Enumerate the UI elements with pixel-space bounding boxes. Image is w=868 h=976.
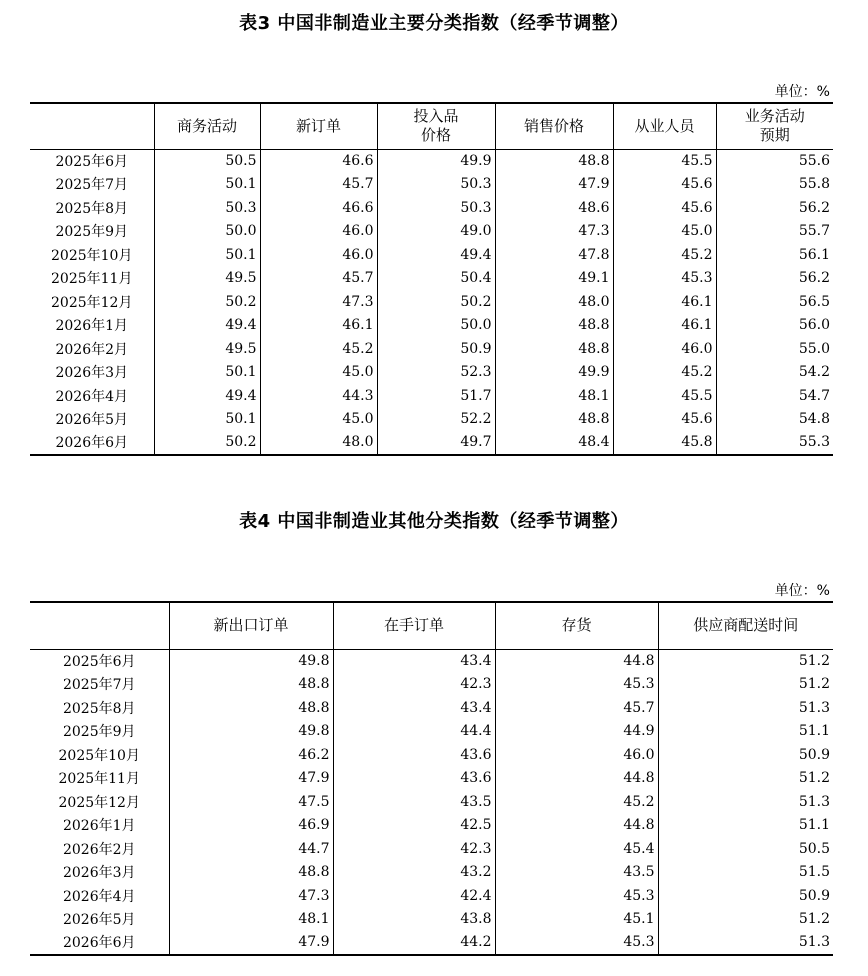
- table4-value-cell: 48.8: [169, 861, 333, 885]
- table4-header-row: [30, 602, 833, 649]
- table3-header-row: [30, 103, 833, 149]
- table3-value-cell: 45.5: [613, 384, 716, 408]
- table4: [30, 601, 833, 956]
- table3-value-cell: 45.2: [613, 243, 716, 267]
- table3-title: 表3 中国非制造业主要分类指数（经季节调整）: [239, 13, 629, 34]
- table3-month-cell: 2025年9月: [55, 224, 129, 241]
- table3-value-cell: 49.4: [154, 314, 260, 338]
- table3-row: [30, 314, 833, 338]
- table3-unit-label: 单位：%: [774, 84, 830, 100]
- table3-value-cell: 49.4: [377, 243, 495, 267]
- table4-value-cell: 45.3: [495, 884, 658, 908]
- table4-row: [30, 673, 833, 697]
- table4-value-cell: 45.1: [495, 908, 658, 932]
- table3-value-cell: 49.0: [377, 220, 495, 244]
- table3-value-cell: 48.8: [495, 149, 613, 173]
- table3-value-cell: 49.9: [377, 149, 495, 173]
- table4-value-cell: 50.5: [658, 837, 833, 861]
- table4-month-cell: 2026年3月: [62, 865, 136, 882]
- table3-value-cell: 55.3: [716, 431, 833, 455]
- table4-value-cell: 51.2: [658, 649, 833, 673]
- table4-value-cell: 44.8: [495, 649, 658, 673]
- table3-value-cell: 46.0: [260, 220, 377, 244]
- table4-row: [30, 767, 833, 791]
- table4-month-cell: 2025年6月: [62, 654, 136, 670]
- table4-value-cell: 51.3: [658, 931, 833, 955]
- table3-value-cell: 49.1: [495, 267, 613, 291]
- table4-value-cell: 42.3: [333, 673, 495, 697]
- table3-month-cell: 2026年5月: [55, 412, 129, 429]
- table3-value-cell: 48.8: [495, 337, 613, 361]
- table4-value-cell: 51.1: [658, 814, 833, 838]
- table3-value-cell: 54.2: [716, 361, 833, 385]
- table4-value-cell: 45.3: [495, 673, 658, 697]
- table4-value-cell: 45.7: [495, 696, 658, 720]
- table4-row: [30, 649, 833, 673]
- table4-value-cell: 49.8: [169, 720, 333, 744]
- table4-row: [30, 743, 833, 767]
- table3-header-cell: 业务活动 预期: [716, 103, 833, 149]
- table3-value-cell: 45.3: [613, 267, 716, 291]
- table3-header-cell: 新订单: [260, 103, 377, 149]
- table4-header-cell: 在手订单: [333, 602, 495, 649]
- table4-value-cell: 44.2: [333, 931, 495, 955]
- table3-value-cell: 50.0: [154, 220, 260, 244]
- table3-month-cell: 2025年7月: [55, 177, 129, 194]
- table3-value-cell: 55.8: [716, 173, 833, 197]
- table4-row: [30, 790, 833, 814]
- table3-value-cell: 45.7: [260, 267, 377, 291]
- table3-value-cell: 47.3: [495, 220, 613, 244]
- table4-row: [30, 908, 833, 932]
- table3-row: [30, 243, 833, 267]
- table3-value-cell: 50.0: [377, 314, 495, 338]
- table4-value-cell: 51.2: [658, 908, 833, 932]
- table3-value-cell: 46.1: [613, 314, 716, 338]
- table3-value-cell: 44.3: [260, 384, 377, 408]
- table4-value-cell: 47.9: [169, 767, 333, 791]
- table4-value-cell: 44.7: [169, 837, 333, 861]
- table3-row: [30, 173, 833, 197]
- table4-month-cell: 2026年4月: [62, 888, 136, 905]
- table3-header-cell: 从业人员: [613, 103, 716, 149]
- table4-value-cell: 44.9: [495, 720, 658, 744]
- table4-value-cell: 45.2: [495, 790, 658, 814]
- table4-month-cell: 2025年11月: [58, 771, 140, 788]
- table3-row: [30, 149, 833, 173]
- table3-value-cell: 56.2: [716, 267, 833, 291]
- table3-value-cell: 52.2: [377, 408, 495, 432]
- table4-value-cell: 46.0: [495, 743, 658, 767]
- table3-value-cell: 50.1: [154, 243, 260, 267]
- table4-row: [30, 884, 833, 908]
- table3-month-cell: 2025年12月: [51, 294, 133, 311]
- table4-header-cell: 新出口订单: [169, 602, 333, 649]
- table3-value-cell: 50.1: [154, 361, 260, 385]
- table3-value-cell: 56.2: [716, 196, 833, 220]
- table3-value-cell: 45.6: [613, 196, 716, 220]
- table3-row: [30, 220, 833, 244]
- table3-header-cell: [30, 103, 154, 149]
- table4-value-cell: 51.2: [658, 673, 833, 697]
- table4-title: 表4 中国非制造业其他分类指数（经季节调整）: [239, 511, 629, 532]
- table4-header-cell: 存货: [495, 602, 658, 649]
- table4-value-cell: 51.1: [658, 720, 833, 744]
- table4-month-cell: 2025年12月: [58, 794, 140, 811]
- table3-value-cell: 55.0: [716, 337, 833, 361]
- table3-value-cell: 46.1: [260, 314, 377, 338]
- table3-month-cell: 2026年4月: [55, 388, 129, 405]
- table3-month-cell: 2026年2月: [55, 341, 129, 358]
- table3-row: [30, 361, 833, 385]
- table4-value-cell: 44.8: [495, 767, 658, 791]
- table3-value-cell: 48.8: [495, 314, 613, 338]
- table3-value-cell: 46.0: [260, 243, 377, 267]
- table4-value-cell: 43.4: [333, 649, 495, 673]
- table4-month-cell: 2025年7月: [62, 677, 136, 694]
- table3-value-cell: 50.9: [377, 337, 495, 361]
- table3-value-cell: 48.1: [495, 384, 613, 408]
- table4-month-cell: 2025年9月: [62, 724, 136, 741]
- table4-value-cell: 43.5: [333, 790, 495, 814]
- table4-value-cell: 48.1: [169, 908, 333, 932]
- table3-value-cell: 47.3: [260, 290, 377, 314]
- table3-value-cell: 54.7: [716, 384, 833, 408]
- table3-header-cell: 销售价格: [495, 103, 613, 149]
- table4-value-cell: 42.4: [333, 884, 495, 908]
- table4-value-cell: 51.2: [658, 767, 833, 791]
- table3-value-cell: 49.7: [377, 431, 495, 455]
- table4-row: [30, 861, 833, 885]
- table4-value-cell: 43.5: [495, 861, 658, 885]
- table3-value-cell: 46.6: [260, 149, 377, 173]
- table4-value-cell: 51.3: [658, 696, 833, 720]
- table3-month-cell: 2025年8月: [55, 200, 129, 217]
- table4-value-cell: 43.6: [333, 767, 495, 791]
- table4-month-cell: 2025年8月: [62, 700, 136, 717]
- table4-month-cell: 2025年10月: [58, 747, 140, 764]
- table3-month-cell: 2026年3月: [55, 365, 129, 382]
- table4-header-cell: 供应商配送时间: [658, 602, 833, 649]
- table3-header-cell: 商务活动: [154, 103, 260, 149]
- table3-row: [30, 408, 833, 432]
- table3-value-cell: 49.5: [154, 337, 260, 361]
- table4-value-cell: 43.6: [333, 743, 495, 767]
- table4-row: [30, 696, 833, 720]
- table3-value-cell: 48.8: [495, 408, 613, 432]
- table3-month-cell: 2026年1月: [55, 318, 129, 335]
- table3-month-cell: 2026年6月: [30, 431, 154, 455]
- table3-value-cell: 45.2: [613, 361, 716, 385]
- table4-row: [30, 814, 833, 838]
- table4-value-cell: 51.5: [658, 861, 833, 885]
- table3-value-cell: 50.2: [154, 290, 260, 314]
- table4-value-cell: 44.4: [333, 720, 495, 744]
- table3-value-cell: 48.6: [495, 196, 613, 220]
- table3-value-cell: 47.8: [495, 243, 613, 267]
- table4-value-cell: 45.4: [495, 837, 658, 861]
- table4-value-cell: 48.8: [169, 673, 333, 697]
- table3-value-cell: 50.2: [154, 431, 260, 455]
- table3-value-cell: 50.5: [154, 149, 260, 173]
- table3-value-cell: 50.1: [154, 408, 260, 432]
- table3-value-cell: 49.4: [154, 384, 260, 408]
- table4-value-cell: 47.3: [169, 884, 333, 908]
- table3-row: [30, 384, 833, 408]
- table3-value-cell: 48.0: [260, 431, 377, 455]
- table4-value-cell: 46.9: [169, 814, 333, 838]
- table3-value-cell: 50.3: [377, 196, 495, 220]
- table3-value-cell: 50.1: [154, 173, 260, 197]
- table4-value-cell: 47.9: [169, 931, 333, 955]
- table4-value-cell: 43.2: [333, 861, 495, 885]
- table4-value-cell: 44.8: [495, 814, 658, 838]
- table3-row: [30, 290, 833, 314]
- table4-row: [30, 720, 833, 744]
- table3-value-cell: 54.8: [716, 408, 833, 432]
- table3-header-cell: 投入品 价格: [377, 103, 495, 149]
- table3-value-cell: 45.0: [260, 361, 377, 385]
- table4-unit-label: 单位：%: [774, 583, 830, 599]
- table4-header-cell: [30, 602, 169, 649]
- table3-month-cell: 2025年10月: [51, 247, 133, 264]
- table3-value-cell: 50.2: [377, 290, 495, 314]
- table4-value-cell: 50.9: [658, 884, 833, 908]
- table3-value-cell: 48.0: [495, 290, 613, 314]
- table3-row: [30, 267, 833, 291]
- table3-value-cell: 49.5: [154, 267, 260, 291]
- table3-row: [30, 337, 833, 361]
- table3-month-cell: 2025年6月: [55, 154, 129, 170]
- table3-value-cell: 46.6: [260, 196, 377, 220]
- table3-value-cell: 50.3: [154, 196, 260, 220]
- table3-value-cell: 46.0: [613, 337, 716, 361]
- table3-value-cell: 56.0: [716, 314, 833, 338]
- table3-value-cell: 50.4: [377, 267, 495, 291]
- table3-value-cell: 45.0: [613, 220, 716, 244]
- table4-row: [30, 931, 833, 955]
- table4-value-cell: 47.5: [169, 790, 333, 814]
- table4-value-cell: 48.8: [169, 696, 333, 720]
- table4-month-cell: 2026年1月: [62, 818, 136, 835]
- table3: [30, 102, 833, 456]
- table4-value-cell: 51.3: [658, 790, 833, 814]
- table3-row: [30, 431, 833, 455]
- table3-value-cell: 50.3: [377, 173, 495, 197]
- table3-value-cell: 45.0: [260, 408, 377, 432]
- table3-value-cell: 49.9: [495, 361, 613, 385]
- table4-value-cell: 43.4: [333, 696, 495, 720]
- table4-row: [30, 837, 833, 861]
- table3-value-cell: 55.7: [716, 220, 833, 244]
- table3-value-cell: 56.5: [716, 290, 833, 314]
- table3-value-cell: 45.8: [613, 431, 716, 455]
- table4-value-cell: 50.9: [658, 743, 833, 767]
- table4-value-cell: 49.8: [169, 649, 333, 673]
- table4-value-cell: 45.3: [495, 931, 658, 955]
- table4-month-cell: 2026年6月: [30, 931, 169, 955]
- table3-row: [30, 196, 833, 220]
- table3-value-cell: 48.4: [495, 431, 613, 455]
- table4-value-cell: 42.5: [333, 814, 495, 838]
- table4-month-cell: 2026年2月: [62, 841, 136, 858]
- table3-value-cell: 45.2: [260, 337, 377, 361]
- table4-value-cell: 46.2: [169, 743, 333, 767]
- table3-value-cell: 56.1: [716, 243, 833, 267]
- table3-value-cell: 46.1: [613, 290, 716, 314]
- table3-value-cell: 51.7: [377, 384, 495, 408]
- table4-month-cell: 2026年5月: [62, 912, 136, 929]
- table3-value-cell: 52.3: [377, 361, 495, 385]
- table3-value-cell: 47.9: [495, 173, 613, 197]
- table3-value-cell: 45.7: [260, 173, 377, 197]
- table3-month-cell: 2025年11月: [51, 271, 133, 288]
- table4-value-cell: 42.3: [333, 837, 495, 861]
- table3-value-cell: 45.6: [613, 408, 716, 432]
- table3-value-cell: 45.6: [613, 173, 716, 197]
- table4-value-cell: 43.8: [333, 908, 495, 932]
- table3-value-cell: 45.5: [613, 149, 716, 173]
- table3-value-cell: 55.6: [716, 149, 833, 173]
